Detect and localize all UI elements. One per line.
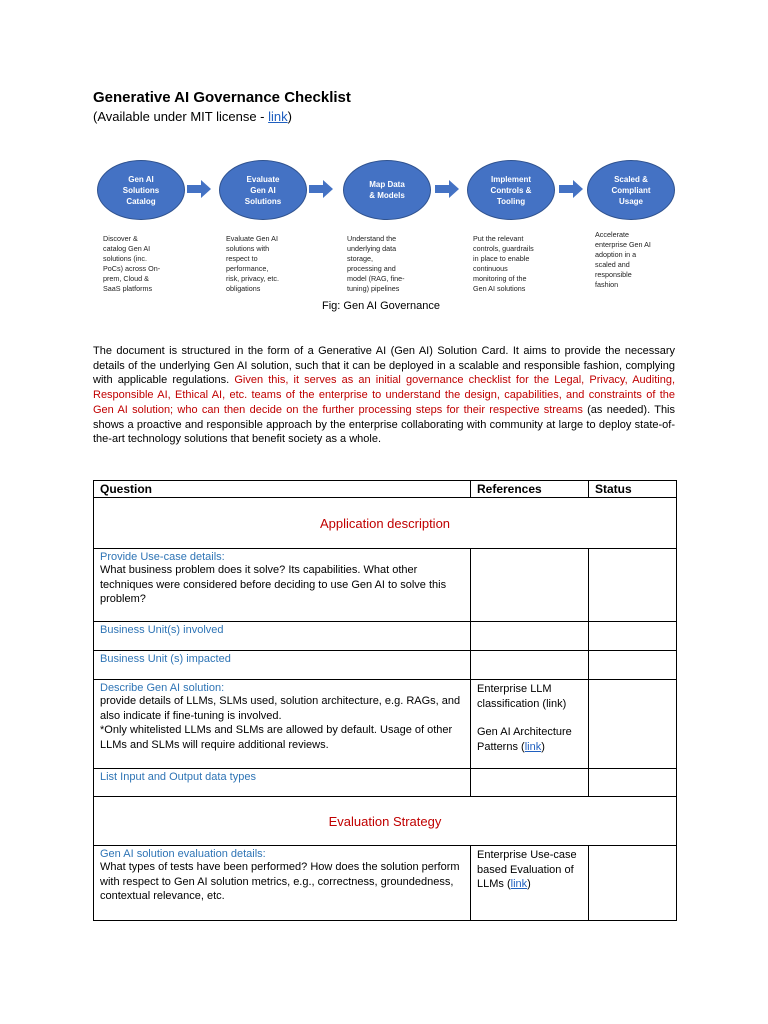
references-cell[interactable] [471, 651, 589, 680]
question-text: What types of tests have been performed? How does the solution perform with respect to Gen AI solution metrics, e.g., correctness, groundedness, contextual relevance, etc. [100, 861, 460, 902]
flow-arrow-4-icon [559, 180, 583, 198]
flow-desc-scaled: Accelerate enterprise Gen AI adoption in a scaled and responsible fashion [595, 230, 651, 289]
question-io [94, 769, 471, 797]
flow-arrow-2-icon [309, 180, 333, 198]
flow-node-controls: Implement Controls & Tooling [467, 160, 555, 220]
figure-caption: Fig: Gen AI Governance [322, 300, 441, 312]
question-text: provide details of LLMs, SLMs used, solution architecture, e.g. RAGs, and also indicate if fine-tuning is involved. *Only whitelisted LLMs and SLMs are allowed by default. Usage of other LLMs and SLMs will require additional reviews. [100, 695, 461, 751]
flow-arrow-3-icon [435, 180, 459, 198]
table-row-bu-involved [94, 622, 677, 651]
header-status: Status [589, 481, 677, 498]
evaluation-link[interactable]: link [510, 878, 528, 890]
flow-node-map: Map Data & Models [343, 160, 431, 220]
flow-node-scaled: Scaled & Compliant Usage [587, 160, 675, 220]
flow-arrow-1-icon [187, 180, 211, 198]
question-label: Gen AI solution evaluation details: [100, 848, 266, 860]
question-label: List Input and Output data types [100, 771, 256, 783]
ref-prefix: Enterprise Use-case based Evaluation of LLMs ( [477, 849, 577, 890]
flow-desc-evaluate: Evaluate Gen AI solutions with respect to performance, risk, privacy, etc. obligations [226, 234, 279, 293]
intro-part1: The document is structured in the form of a Generative AI (Gen AI) Solution Card. It aims to provide the necessary details of the underlying Gen AI solution, such that it can be deployed in a scalable and responsible fashion, complying with applicable regulations. [93, 345, 675, 387]
section-row-evaluation [94, 797, 677, 846]
doc-title: Generative AI Governance Checklist [93, 89, 351, 106]
ref-suffix: ) [541, 740, 545, 753]
question-text: What business problem does it solve? Its capabilities. What other techniques were considered before deciding to use Gen AI to solve this problem? [100, 564, 447, 605]
license-link[interactable]: link [268, 109, 288, 124]
ref-llm-classification: Enterprise LLM classification (link) [477, 683, 567, 710]
ref-usecase-evaluation [477, 848, 582, 892]
references-cell [471, 680, 589, 769]
section-application-description: Application description [94, 498, 677, 549]
references-cell [471, 846, 589, 921]
intro-part2-highlight: Given this, it serves as an initial governance checklist for the Legal, Privacy, Auditing, Responsible AI, Ethical AI, etc. teams of the enterprise to understand the design, capabilities, and constraints of the Gen AI solution; who can then decide on the further processing steps for their respective streams [93, 374, 675, 416]
governance-checklist-table [93, 480, 677, 921]
question-bu-involved [94, 622, 471, 651]
status-cell[interactable] [589, 651, 677, 680]
status-cell[interactable] [589, 846, 677, 921]
table-row-evaluation [94, 846, 677, 921]
question-usecase [94, 549, 471, 622]
question-label: Business Unit (s) impacted [100, 653, 231, 665]
status-cell[interactable] [589, 549, 677, 622]
ref-prefix: Gen AI Architecture Patterns ( [477, 726, 572, 753]
flow-node-evaluate: Evaluate Gen AI Solutions [219, 160, 307, 220]
question-solution [94, 680, 471, 769]
architecture-patterns-link[interactable]: link [524, 740, 542, 753]
table-row-io [94, 769, 677, 797]
question-label: Describe Gen AI solution: [100, 682, 225, 694]
flow-node-catalog: Gen AI Solutions Catalog [97, 160, 185, 220]
table-header-row [94, 481, 677, 498]
ref-suffix: ) [527, 878, 531, 890]
references-cell[interactable] [471, 622, 589, 651]
flow-desc-map: Understand the underlying data storage, processing and model (RAG, fine- tuning) pipelines [347, 234, 405, 293]
subtitle-suffix: ) [287, 109, 292, 124]
references-cell[interactable] [471, 549, 589, 622]
ref-architecture-patterns [477, 725, 582, 754]
section-row-application [94, 498, 677, 549]
status-cell[interactable] [589, 769, 677, 797]
flow-desc-catalog: Discover & catalog Gen AI solutions (inc. PoCs) across On- prem, Cloud & SaaS platforms [103, 234, 161, 293]
table-row-solution [94, 680, 677, 769]
question-bu-impacted [94, 651, 471, 680]
references-cell[interactable] [471, 769, 589, 797]
table-row-bu-impacted [94, 651, 677, 680]
doc-subtitle [93, 109, 292, 124]
subtitle-prefix: (Available under MIT license - [93, 109, 269, 124]
header-references: References [471, 481, 589, 498]
governance-flow-diagram [95, 160, 685, 310]
question-label: Provide Use-case details: [100, 551, 225, 563]
intro-part3: (as needed). This shows a proactive and responsible approach by the enterprise collaborating with community at large to deploy state-of-the-art technology solutions that benefit society as a whole. [93, 403, 676, 446]
section-evaluation-strategy: Evaluation Strategy [94, 797, 677, 846]
header-question: Question [94, 481, 471, 498]
question-evaluation [94, 846, 471, 921]
intro-paragraph [93, 344, 675, 447]
flow-desc-controls: Put the relevant controls, guardrails in place to enable continuous monitoring of the Gen AI solutions [473, 234, 534, 293]
status-cell[interactable] [589, 680, 677, 769]
status-cell[interactable] [589, 622, 677, 651]
table-row-usecase [94, 549, 677, 622]
question-label: Business Unit(s) involved [100, 624, 224, 636]
